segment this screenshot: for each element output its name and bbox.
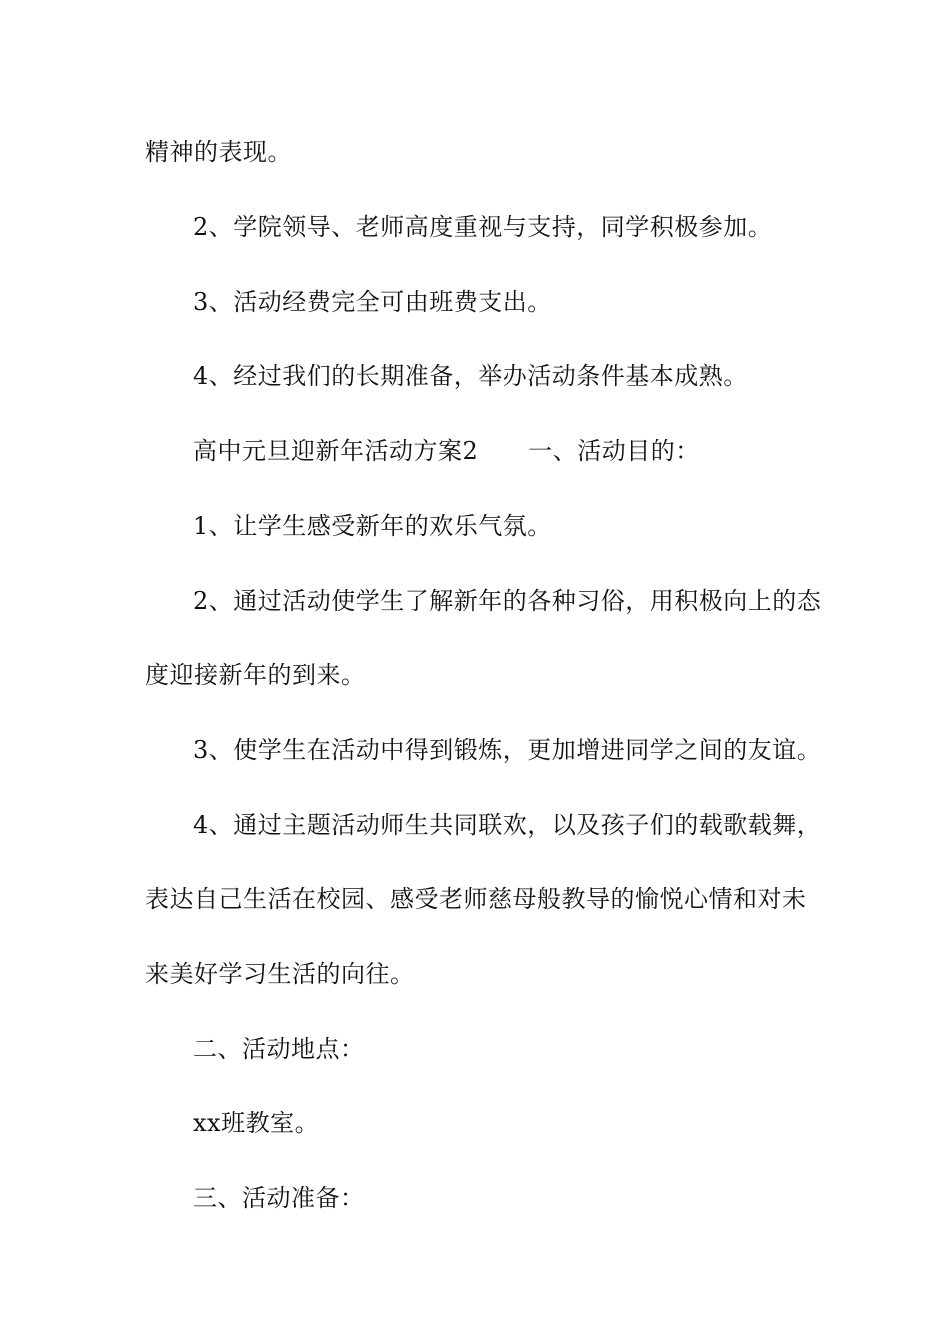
section-heading: 三、活动准备： xyxy=(193,1184,365,1212)
section-title-line xyxy=(193,436,833,466)
paragraph-line: 表达自己生活在校园、感受老师慈母般教导的愉悦心情和对未 xyxy=(145,885,807,913)
paragraph-line: 2、通过活动使学生了解新年的各种习俗，用积极向上的态 xyxy=(193,587,822,615)
paragraph-line: 3、活动经费完全可由班费支出。 xyxy=(193,288,552,316)
section-heading: 二、活动地点： xyxy=(193,1035,365,1063)
paragraph-line: xx班教室。 xyxy=(193,1109,320,1137)
plan-title: 高中元旦迎新年活动方案2 xyxy=(193,437,479,465)
paragraph-line: 来美好学习生活的向往。 xyxy=(145,960,415,988)
paragraph-line: 4、经过我们的长期准备，举办活动条件基本成熟。 xyxy=(193,362,748,390)
paragraph-line: 4、通过主题活动师生共同联欢，以及孩子们的载歌载舞， xyxy=(193,811,822,839)
paragraph-line: 3、使学生在活动中得到锻炼，更加增进同学之间的友谊。 xyxy=(193,736,822,764)
paragraph-line: 精神的表现。 xyxy=(145,138,292,166)
paragraph-line: 1、让学生感受新年的欢乐气氛。 xyxy=(193,512,552,540)
paragraph-line: 2、学院领导、老师高度重视与支持，同学积极参加。 xyxy=(193,213,773,241)
section-heading: 一、活动目的： xyxy=(528,437,700,465)
paragraph-line: 度迎接新年的到来。 xyxy=(145,661,366,689)
